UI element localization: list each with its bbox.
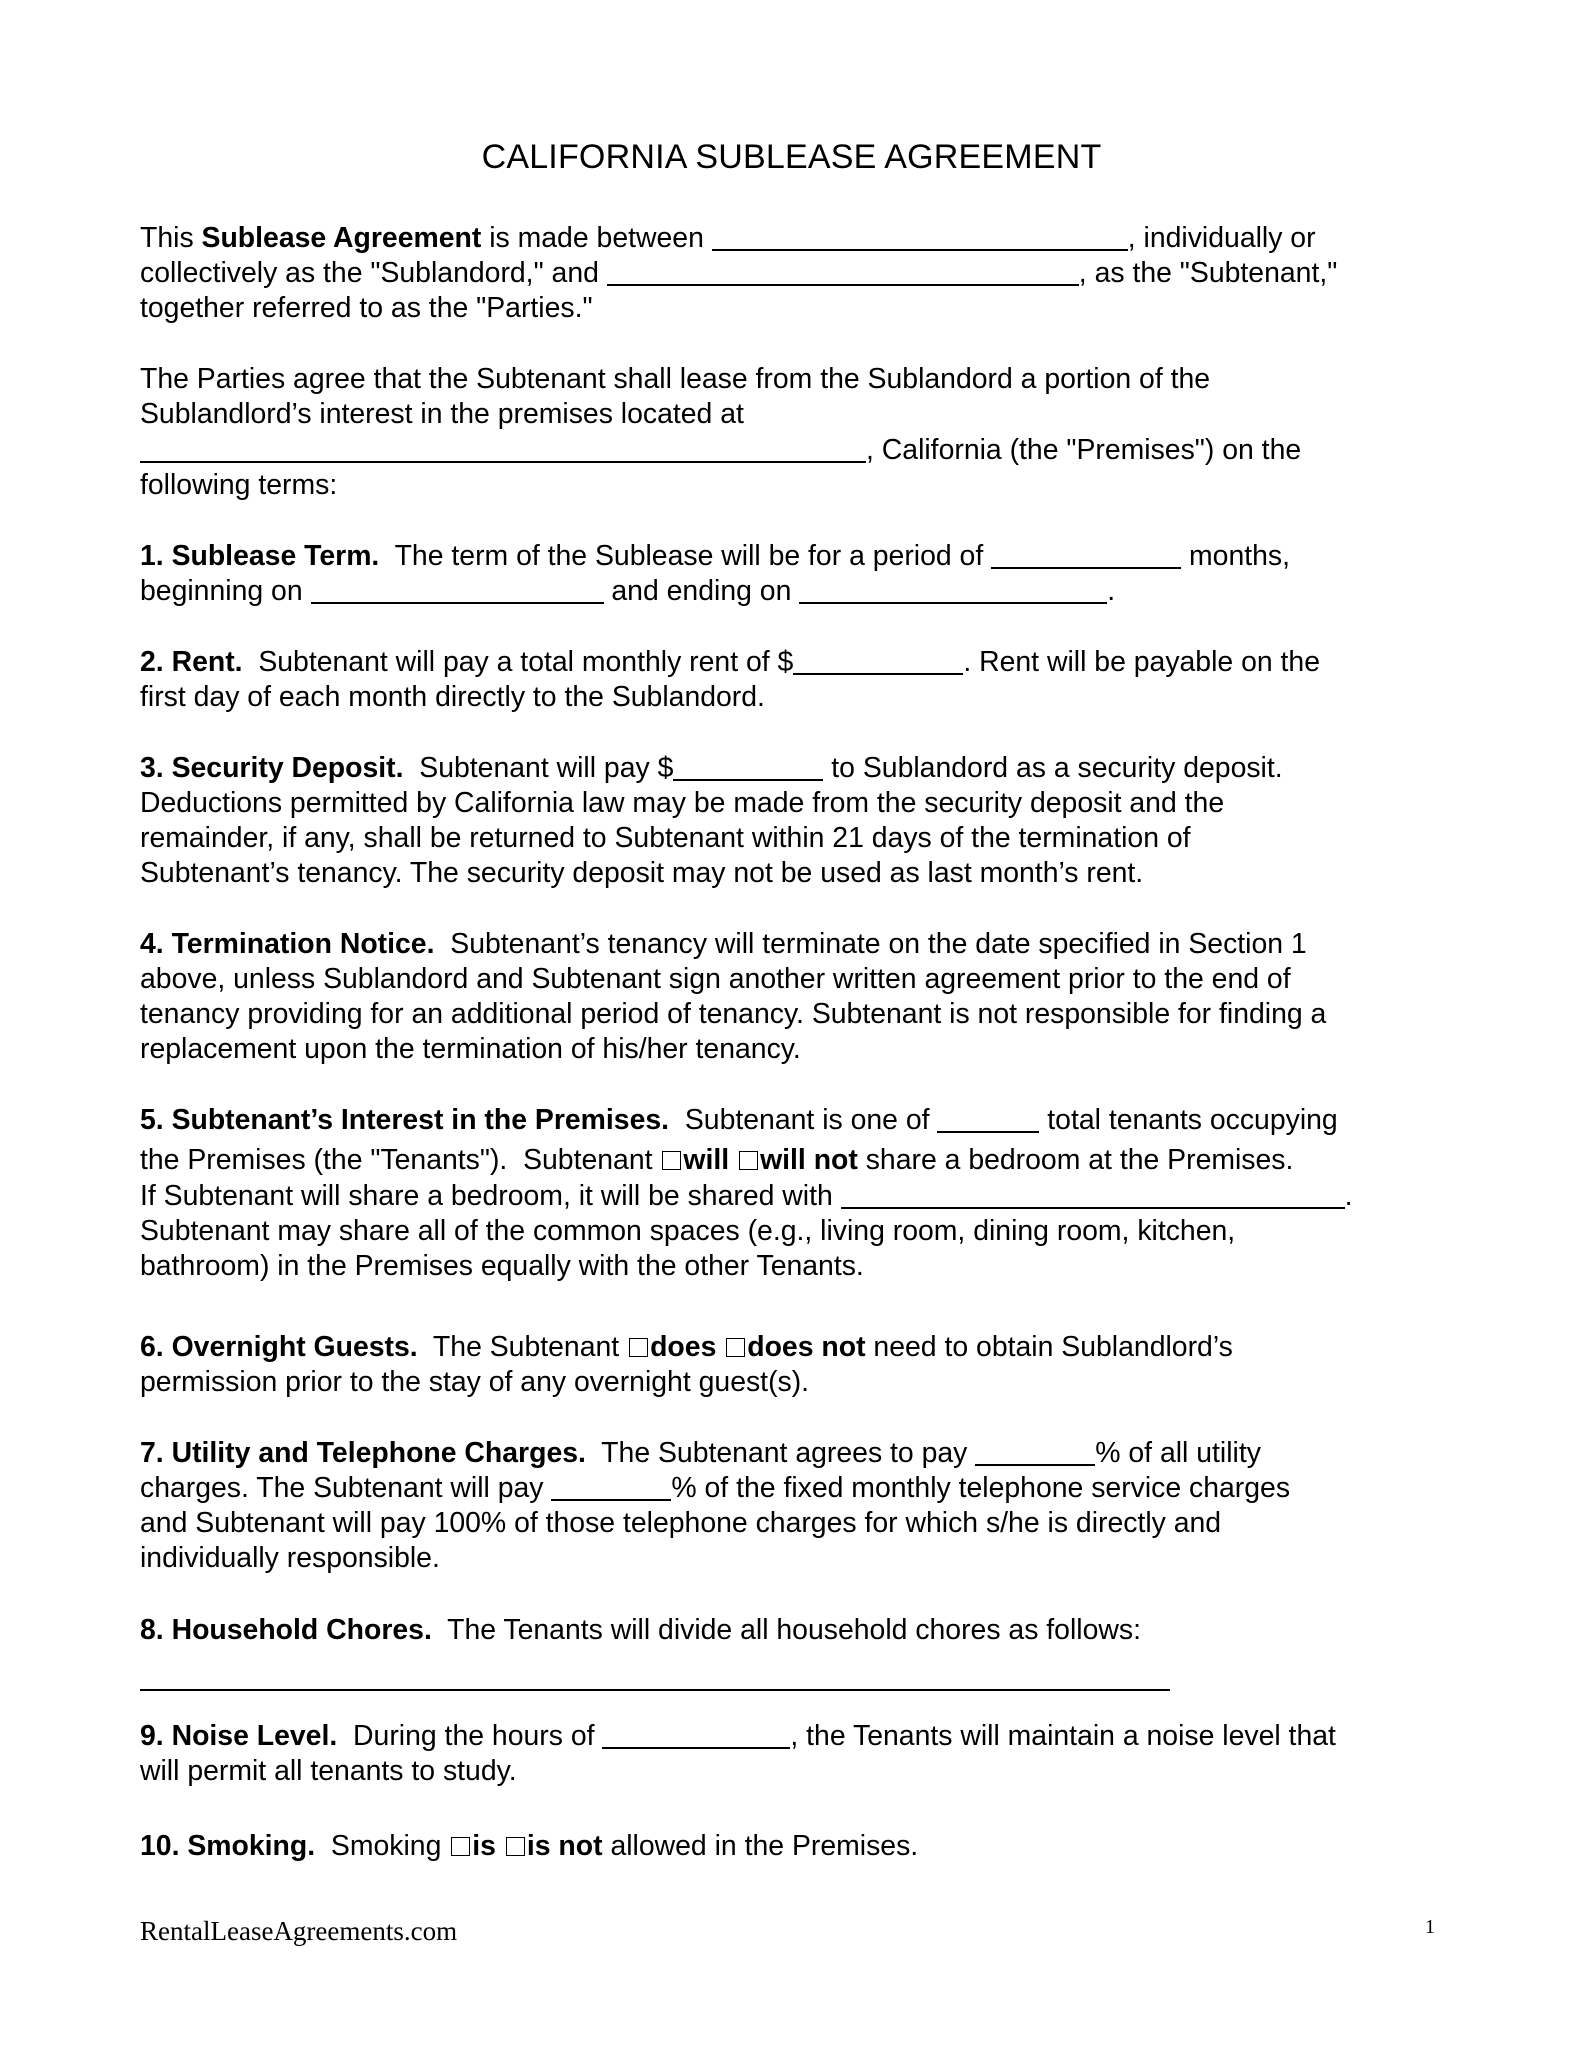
text: , the Tenants will maintain a noise level that: [790, 1720, 1336, 1752]
smoking-is-checkbox[interactable]: [451, 1837, 470, 1856]
will-label: will: [683, 1144, 730, 1176]
section-3-heading: 3. Security Deposit.: [140, 752, 404, 784]
premises-line-3: [140, 432, 1301, 468]
section-1-line-1: [140, 538, 1290, 574]
section-2-heading: 2. Rent.: [140, 646, 243, 678]
intro-line-1: [140, 220, 1316, 256]
does-checkbox[interactable]: [629, 1338, 648, 1357]
text: This: [140, 222, 202, 254]
section-10-line-1: [140, 1828, 918, 1864]
total-tenants-field[interactable]: [937, 1108, 1039, 1133]
section-7-line-4: individually responsible.: [140, 1542, 440, 1574]
section-5-line-4: Subtenant may share all of the common spaces (e.g., living room, dining room, kitchen,: [140, 1215, 1236, 1247]
section-10-heading: 10. Smoking.: [140, 1830, 316, 1862]
text: the Premises (the "Tenants"). Subtenant: [140, 1144, 661, 1176]
is-label: is: [472, 1830, 496, 1862]
section-4-line-2: above, unless Sublandord and Subtenant sign another written agreement prior to the end of: [140, 963, 1291, 995]
section-8-line-2: [140, 1660, 1170, 1696]
text: During the hours of: [337, 1720, 603, 1752]
text: .: [1107, 575, 1116, 607]
text: The Tenants will divide all household chores as follows:: [431, 1614, 1141, 1646]
section-9-line-2: will permit all tenants to study.: [140, 1755, 517, 1787]
security-deposit-field[interactable]: [673, 756, 823, 781]
section-4-heading: 4. Termination Notice.: [140, 928, 435, 960]
premises-line-4: following terms:: [140, 469, 338, 501]
text: allowed in the Premises.: [602, 1830, 919, 1862]
premises-address-field[interactable]: [140, 438, 866, 463]
smoking-is-not-checkbox[interactable]: [506, 1837, 525, 1856]
text: Subtenant is one of: [669, 1104, 938, 1136]
text: Subtenant’s tenancy will terminate on the date specified in Section 1: [434, 928, 1307, 960]
section-5-heading: 5. Subtenant’s Interest in the Premises.: [140, 1104, 670, 1136]
section-3-line-3: remainder, if any, shall be returned to Subtenant within 21 days of the termination of: [140, 822, 1191, 854]
section-5-line-2: [140, 1142, 1293, 1178]
document-title: CALIFORNIA SUBLEASE AGREEMENT: [481, 138, 1102, 176]
section-6-line-1: [140, 1329, 1233, 1365]
page-number: 1: [1425, 1916, 1435, 1938]
section-5-line-5: bathroom) in the Premises equally with the other Tenants.: [140, 1250, 864, 1282]
monthly-rent-field[interactable]: [793, 650, 963, 675]
section-5-line-3: [140, 1178, 1353, 1214]
section-4-line-3: tenancy providing for an additional period of tenancy. Subtenant is not responsible for finding a: [140, 998, 1327, 1030]
section-1-heading: 1. Sublease Term.: [140, 540, 380, 572]
section-2-line-1: [140, 644, 1320, 680]
section-4-line-4: replacement upon the termination of his/her tenancy.: [140, 1033, 801, 1065]
end-date-field[interactable]: [799, 579, 1107, 604]
text: share a bedroom at the Premises.: [857, 1144, 1294, 1176]
text: The Subtenant agrees to pay: [585, 1437, 976, 1469]
intro-line-2: [140, 255, 1337, 291]
will-not-share-checkbox[interactable]: [739, 1151, 758, 1170]
text: Smoking: [315, 1830, 450, 1862]
section-6-line-2: permission prior to the stay of any overnight guest(s).: [140, 1366, 810, 1398]
chores-division-field[interactable]: [140, 1666, 1170, 1691]
section-8-heading: 8. Household Chores.: [140, 1614, 432, 1646]
text: Subtenant will pay $: [403, 752, 674, 784]
section-5-line-1: [140, 1102, 1338, 1138]
section-7-line-3: and Subtenant will pay 100% of those telephone charges for which s/he is directly and: [140, 1507, 1222, 1539]
text: , individually or: [1127, 222, 1316, 254]
does-label: does: [650, 1331, 717, 1363]
text: The term of the Sublease will be for a period of: [379, 540, 992, 572]
section-7-line-2: [140, 1470, 1290, 1506]
will-share-checkbox[interactable]: [662, 1151, 681, 1170]
sublandlord-name-field[interactable]: [712, 226, 1128, 251]
intro-line-3: together referred to as the "Parties.": [140, 292, 593, 324]
text: to Sublandord as a security deposit.: [823, 752, 1283, 784]
section-7-heading: 7. Utility and Telephone Charges.: [140, 1437, 586, 1469]
text: beginning on: [140, 575, 311, 607]
section-9-heading: 9. Noise Level.: [140, 1720, 338, 1752]
section-3-line-1: [140, 750, 1283, 786]
text: total tenants occupying: [1039, 1104, 1338, 1136]
section-3-line-4: Subtenant’s tenancy. The security deposit may not be used as last month’s rent.: [140, 857, 1144, 889]
term-months-field[interactable]: [991, 544, 1181, 569]
text: .: [1344, 1180, 1353, 1212]
section-6-heading: 6. Overnight Guests.: [140, 1331, 418, 1363]
text: , as the "Subtenant,": [1078, 257, 1338, 289]
text: and ending on: [603, 575, 800, 607]
premises-line-1: The Parties agree that the Subtenant shall lease from the Sublandord a portion of the: [140, 363, 1211, 395]
text: Subtenant will pay a total monthly rent of $: [242, 646, 794, 678]
utility-percent-field[interactable]: [975, 1441, 1095, 1466]
text: % of the fixed monthly telephone service charges: [671, 1472, 1291, 1504]
is-not-label: is not: [526, 1830, 603, 1862]
does-not-checkbox[interactable]: [726, 1338, 745, 1357]
will-not-label: will not: [760, 1144, 858, 1176]
text: If Subtenant will share a bedroom, it will be shared with: [140, 1180, 841, 1212]
premises-line-2: Sublandlord’s interest in the premises located at: [140, 398, 744, 430]
bold-term: Sublease Agreement: [201, 222, 482, 254]
section-9-line-1: [140, 1718, 1336, 1754]
section-2-line-2: first day of each month directly to the Sublandord.: [140, 681, 765, 713]
section-3-line-2: Deductions permitted by California law may be made from the security deposit and the: [140, 787, 1225, 819]
quiet-hours-field[interactable]: [602, 1724, 790, 1749]
text: The Subtenant: [417, 1331, 628, 1363]
telephone-percent-field[interactable]: [551, 1476, 671, 1501]
text: % of all utility: [1095, 1437, 1261, 1469]
text: need to obtain Sublandlord’s: [865, 1331, 1233, 1363]
start-date-field[interactable]: [311, 579, 604, 604]
subtenant-name-field[interactable]: [607, 261, 1079, 286]
text: , California (the "Premises") on the: [866, 434, 1302, 466]
text: is made between: [481, 222, 712, 254]
section-8-line-1: [140, 1612, 1141, 1648]
text: . Rent will be payable on the: [963, 646, 1321, 678]
section-7-line-1: [140, 1435, 1261, 1471]
shared-bedroom-with-field[interactable]: [841, 1184, 1345, 1209]
section-1-line-2: [140, 573, 1115, 609]
footer-site-name: RentalLeaseAgreements.com: [140, 1916, 458, 1946]
section-4-line-1: [140, 926, 1307, 962]
does-not-label: does not: [747, 1331, 866, 1363]
text: charges. The Subtenant will pay: [140, 1472, 552, 1504]
text: months,: [1181, 540, 1291, 572]
text: collectively as the "Sublandord," and: [140, 257, 607, 289]
